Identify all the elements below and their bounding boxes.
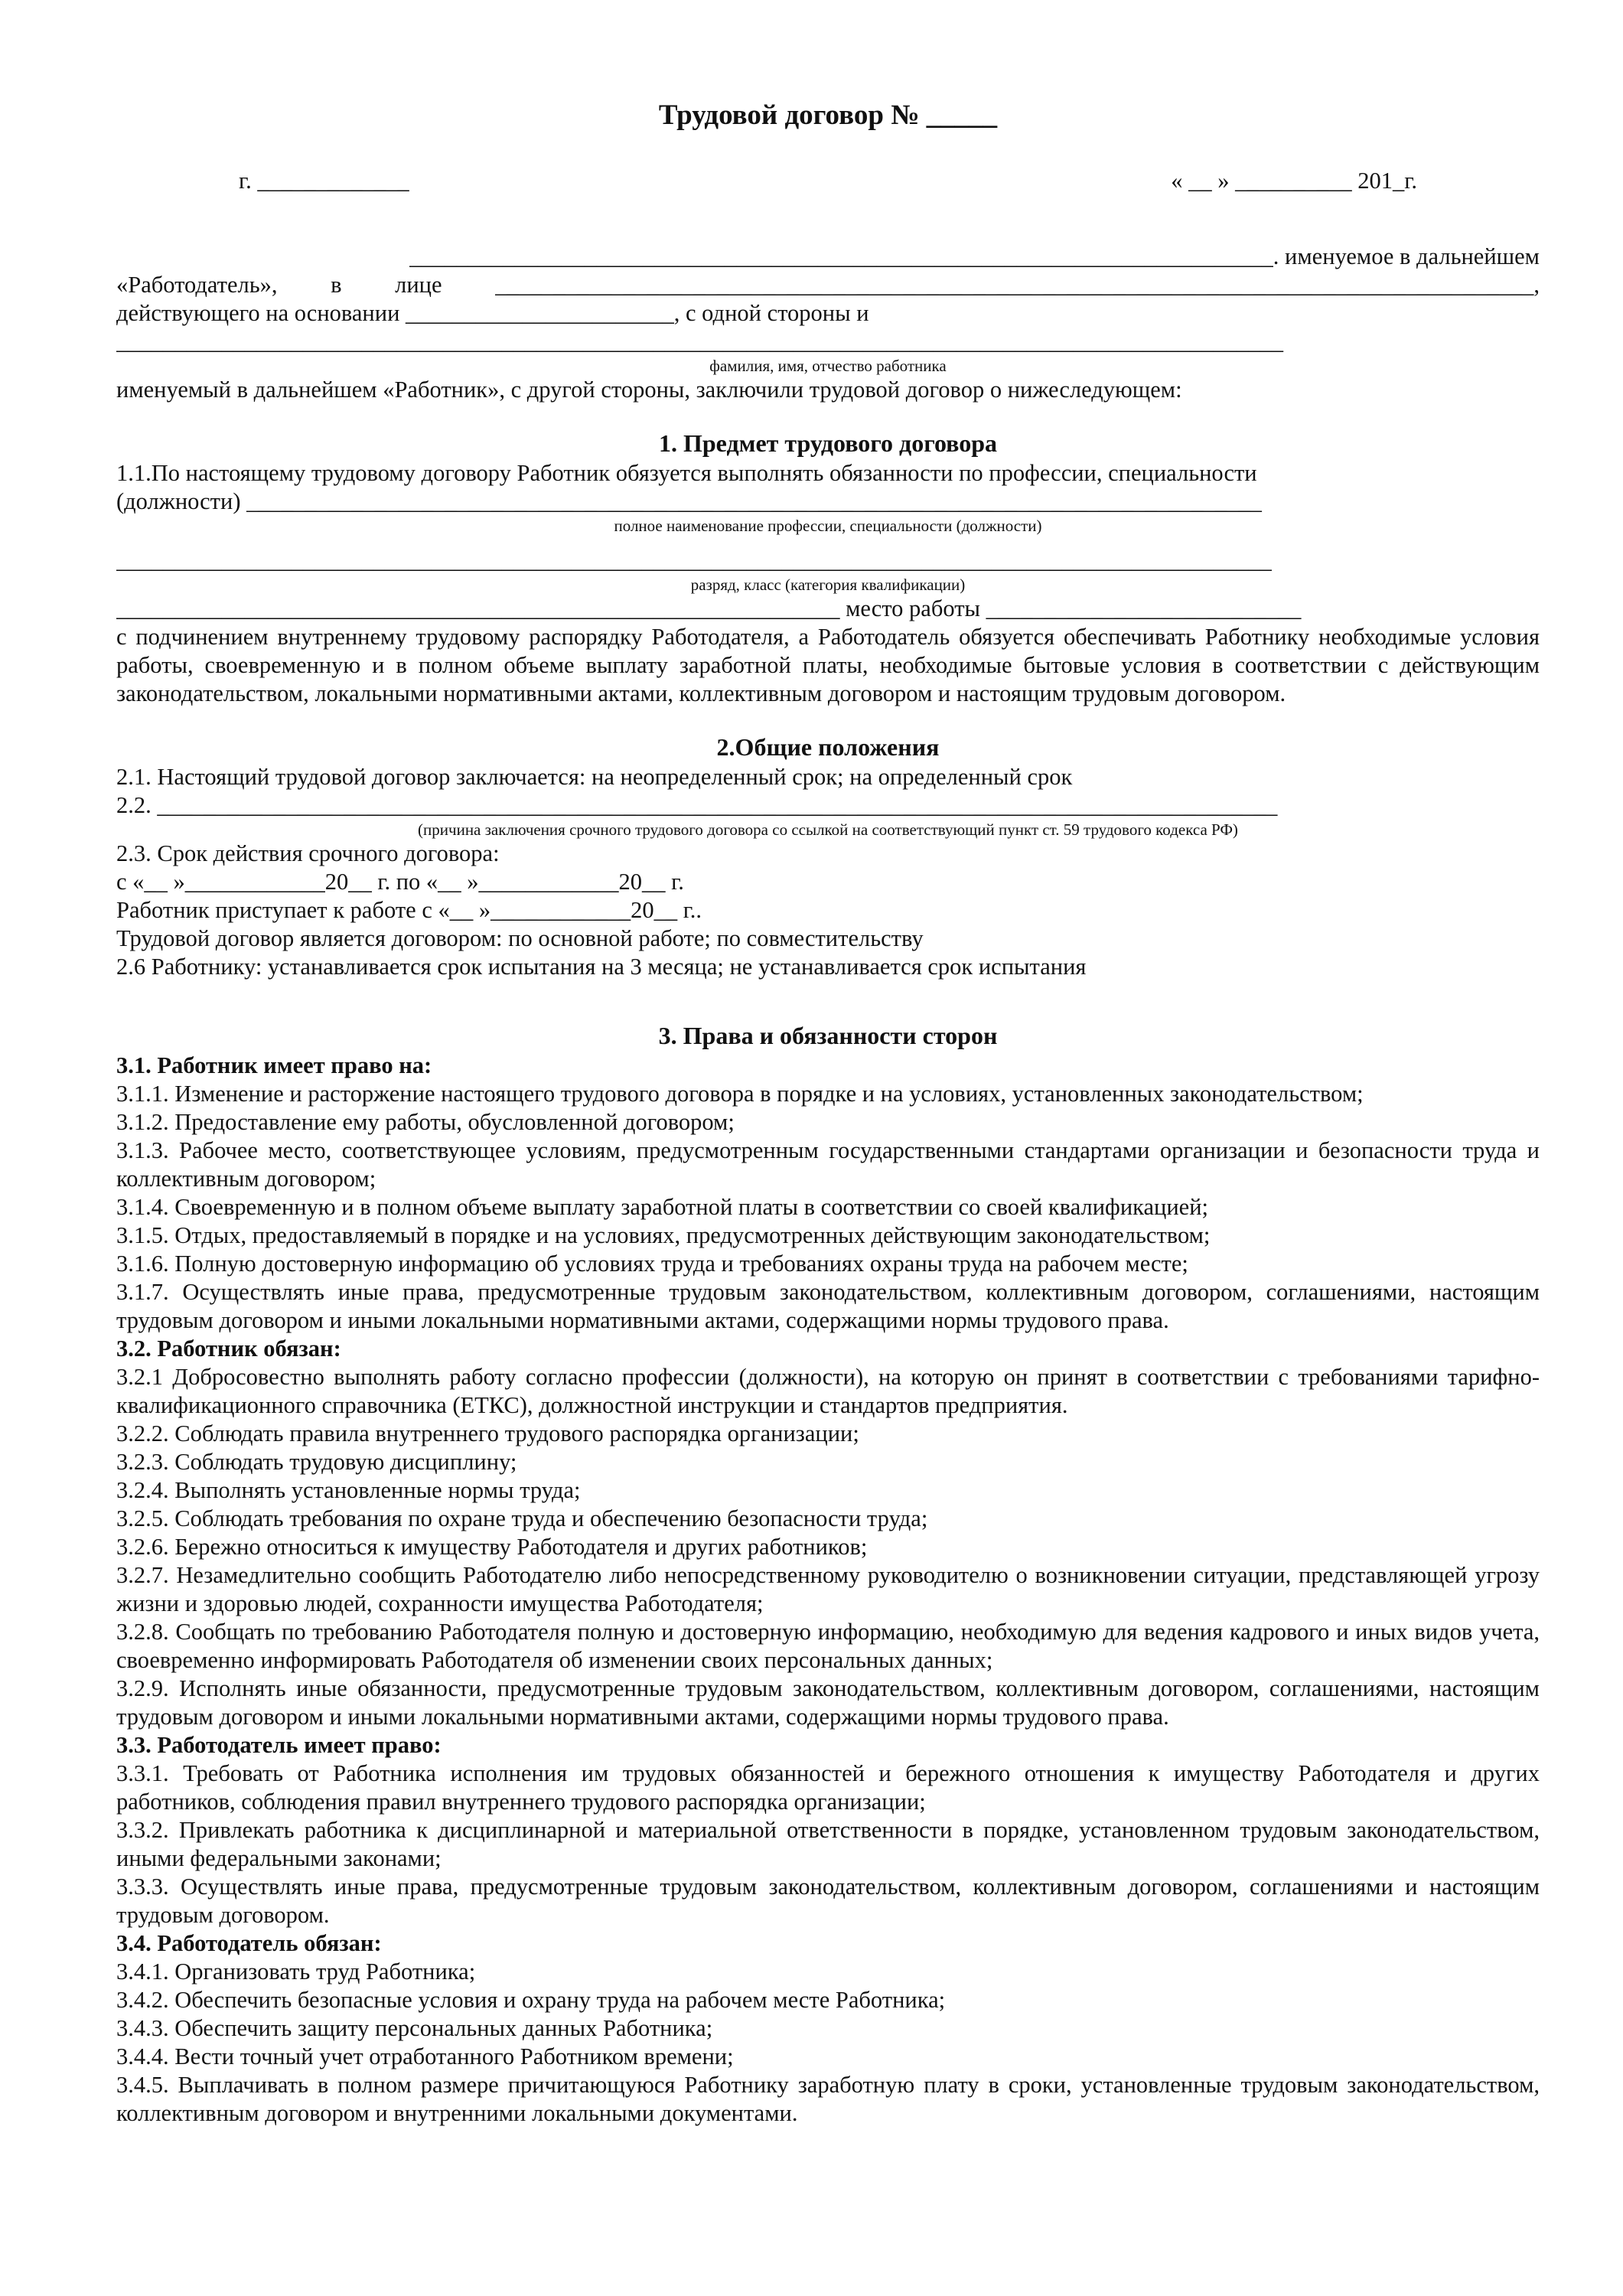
word-litse: лице [395,272,442,298]
clause-1-text: с подчинением внутреннему трудовому распорядку Работодателя, а Работодатель обязуется обеспечивать Работнику необходимые условия работы, своевременную и в полном объеме выплату заработной платы, необходимые бытовые условия в соответствии с действующим законодательством, локальными нормативными актами, коллективным договором и настоящим трудовым договором. [116,624,1540,706]
list-item: 3.4.4. Вести точный учет отработанного Работником времени; [116,2043,734,2069]
employer-rep-line [116,271,1540,299]
clause-2-1: 2.1. Настоящий трудовой договор заключается: на неопределенный срок; на определенный срок [116,764,1073,790]
section-1 [116,427,1540,708]
clause-2-3: 2.3. Срок действия срочного договора: [116,840,500,866]
list-item: 3.2.9. Исполнять иные обязанности, предусмотренные трудовым законодательством, коллективным договором, соглашениями, настоящим трудовым договором и иными локальными нормативными актами, содержащими нормы трудового права. [116,1675,1540,1730]
document-title: Трудовой договор № _____ [658,99,998,131]
contract-type: Трудовой договор является договором: по основной работе; по совместительству [116,925,924,951]
list-item: 3.2.4. Выполнять установленные нормы труда; [116,1477,581,1503]
subheading-3-2: 3.2. Работник обязан: [116,1336,341,1362]
list-item: 3.3.2. Привлекать работника к дисциплинарной и материальной ответственности в порядке, установленном трудовым законодательством, иными федеральными законами; [116,1817,1540,1871]
section-3 [116,1019,1540,2128]
employee-name-blank: ____________________________________________________________________________________________________ [116,328,1283,354]
section-2 [116,731,1540,981]
intro-block [116,243,1540,404]
city-field: г. _____________ [239,168,409,194]
clause-2-6: 2.6 Работнику: устанавливается срок испытания на 3 месяца; не устанавливается срок испытания [116,954,1087,980]
clause-2-2: 2.2. ________________________________________________________________________________________________ [116,792,1278,818]
word-v: в [331,272,342,298]
section-1-heading: 1. Предмет трудового договора [658,429,997,457]
section-3-heading: 3. Права и обязанности сторон [658,1022,998,1049]
list-item: 3.1.3. Рабочее место, соответствующее условиям, предусмотренным государственными стандартами организации и безопасности труда и коллективным договором; [116,1137,1540,1192]
basis-line: действующего на основании _______________________, с одной стороны и [116,300,869,326]
list-item: 3.4.5. Выплачивать в полном размере причитающуюся Работнику заработную плату в сроки, установленные трудовым законодательством, коллективным договором и внутренними локальными документами. [116,2072,1540,2126]
list-item: 3.1.1. Изменение и расторжение настоящего трудового договора в порядке и на условиях, установленных законодательством; [116,1081,1364,1107]
employer-line: __________________________________________________________________________. именуемое в дальнейшем [409,243,1540,269]
list-item: 3.4.1. Организовать труд Работника; [116,1958,476,1985]
employer-label: «Работодатель», [116,272,278,298]
list-item: 3.1.7. Осуществлять иные права, предусмотренные трудовым законодательством, коллективным договором, соглашениями, настоящим трудовым договором и иными локальными нормативными актами, содержащими нормы трудового права. [116,1279,1540,1333]
representative-blank: _________________________________________________________________________________________, [495,272,1540,298]
list-item: 3.2.2. Соблюдать правила внутреннего трудового распорядка организации; [116,1420,859,1446]
caption-rank: разряд, класс (категория квалификации) [690,576,966,594]
list-item: 3.1.4. Своевременную и в полном объеме выплату заработной платы в соответствии со своей квалификацией; [116,1194,1209,1220]
caption-fio: фамилия, имя, отчество работника [709,357,947,375]
list-item: 3.3.1. Требовать от Работника исполнения им трудовых обязанностей и бережного отношения к имуществу Работодателя и других работников, соблюдения правил внутреннего трудового распорядка организации; [116,1760,1540,1815]
subheading-3-4: 3.4. Работодатель обязан: [116,1930,382,1956]
place-date-row [116,167,1540,195]
list-item: 3.2.1 Добросовестно выполнять работу согласно профессии (должности), на которую он принят в соответствии с требованиями тарифно-квалификационного справочника (ЕТКС), должностной инструкции и стандартов предприятия. [116,1364,1540,1418]
list-item: 3.4.2. Обеспечить безопасные условия и охрану труда на рабочем месте Работника; [116,1987,946,2013]
employee-intro-line: именуемый в дальнейшем «Работник», с другой стороны, заключили трудовой договор о нижеследующем: [116,377,1182,403]
workplace-blank: ______________________________________________________________ место работы ___________________________ [116,595,1302,621]
position-blank: (должности) _______________________________________________________________________________________ [116,488,1262,514]
list-item: 3.2.5. Соблюдать требования по охране труда и обеспечению безопасности труда; [116,1505,928,1531]
subheading-3-3: 3.3. Работодатель имеет право: [116,1732,442,1758]
document-page [116,92,1540,2128]
section-2-heading: 2.Общие положения [716,733,940,761]
term-dates: с «__ »____________20__ г. по «__ »____________20__ г. [116,869,684,895]
list-item: 3.1.2. Предоставление ему работы, обусловленной договором; [116,1109,735,1135]
list-item: 3.2.8. Сообщать по требованию Работодателя полную и достоверную информацию, необходимую для ведения кадрового и иных видов учета, своевременно информировать Работодателя об изменении своих персональных данных; [116,1619,1540,1673]
list-item: 3.2.3. Соблюдать трудовую дисциплину; [116,1449,517,1475]
list-item: 3.2.6. Бережно относиться к имуществу Работодателя и других работников; [116,1534,868,1560]
list-item: 3.1.6. Полную достоверную информацию об условиях труда и требованиях охраны труда на рабочем месте; [116,1251,1188,1277]
caption-reason: (причина заключения срочного трудового договора со ссылкой на соответствующий пункт ст. 59 трудового кодекса РФ) [418,820,1238,839]
clause-1-1: 1.1.По настоящему трудовому договору Работник обязуется выполнять обязанности по профессии, специальности [116,460,1257,486]
start-date: Работник приступает к работе с «__ »____________20__ г.. [116,897,702,923]
list-item: 3.2.7. Незамедлительно сообщить Работодателю либо непосредственному руководителю о возникновении ситуации, представляющей угрозу жизни и здоровью людей, сохранности имущества Работодателя; [116,1562,1540,1616]
rank-blank: ___________________________________________________________________________________________________ [116,547,1272,573]
date-field: « __ » __________ 201_г. [1171,168,1417,194]
subheading-3-1: 3.1. Работник имеет право на: [116,1052,432,1078]
list-item: 3.3.3. Осуществлять иные права, предусмотренные трудовым законодательством, коллективным договором, соглашениями и настоящим трудовым договором. [116,1874,1540,1928]
caption-profession: полное наименование профессии, специальности (должности) [614,517,1042,535]
list-item: 3.4.3. Обеспечить защиту персональных данных Работника; [116,2015,713,2041]
list-item: 3.1.5. Отдых, предоставляемый в порядке и на условиях, предусмотренных действующим законодательством; [116,1222,1211,1248]
